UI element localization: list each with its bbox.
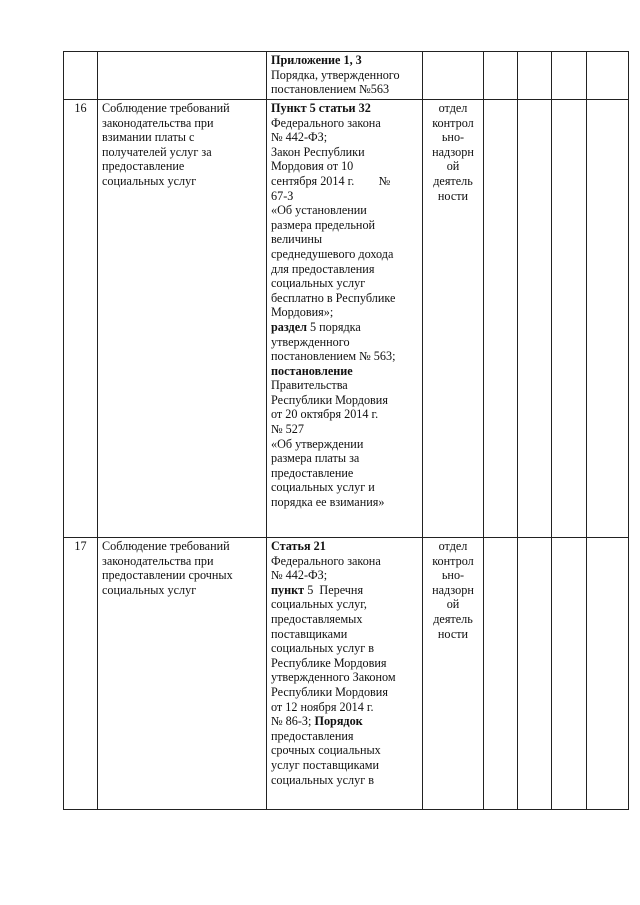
legal-basis-text: социальных услуг, <box>271 597 367 612</box>
legal-basis-line <box>271 758 418 773</box>
responsible-line: надзорн <box>432 144 474 159</box>
requirement-line: взимании платы с <box>102 130 195 145</box>
legal-basis-text: № 86-З; <box>271 714 315 729</box>
requirement-line: Соблюдение требований <box>102 101 230 115</box>
legal-basis-line <box>271 174 418 189</box>
legal-basis-text: Федерального закона <box>271 115 381 130</box>
legal-basis-text: 5 Перечня <box>304 582 364 597</box>
legal-basis-line <box>271 247 418 262</box>
legal-basis-text: от 12 ноября 2014 г. <box>271 699 374 714</box>
legal-basis-line <box>271 364 418 379</box>
legal-basis-cell <box>267 52 423 100</box>
legal-basis-line <box>271 729 418 744</box>
empty-cell <box>518 538 552 810</box>
legal-basis-line <box>271 743 418 758</box>
legal-basis-text: социальных услуг <box>271 276 366 291</box>
row-number-cell <box>64 538 98 810</box>
legal-basis-text: «Об утверждении <box>271 436 364 451</box>
legal-basis-line <box>271 218 418 233</box>
requirement-line: предоставление <box>102 159 185 174</box>
legal-basis-text: поставщиками <box>271 626 348 641</box>
requirement-line: предоставлении срочных <box>102 568 233 583</box>
responsible-cell <box>423 100 484 538</box>
legal-basis-line <box>271 393 418 408</box>
legal-basis-text: «Об установлении <box>271 203 367 218</box>
legal-basis-line <box>271 451 418 466</box>
responsible-line: ьно- <box>441 568 465 583</box>
row-number-cell <box>64 100 98 538</box>
responsible-line: контрол <box>432 115 474 130</box>
legal-basis-text: Республике Мордовия <box>271 655 387 670</box>
legal-basis-line <box>271 189 418 204</box>
legal-basis-line <box>271 597 418 612</box>
legal-basis-bold-text: раздел <box>271 319 307 334</box>
legal-basis-text: постановлением № 563; <box>271 349 396 364</box>
empty-cell <box>587 52 629 100</box>
legal-basis-line <box>271 130 418 145</box>
requirement-line: Соблюдение требований <box>102 539 230 553</box>
legal-basis-line <box>271 68 418 83</box>
legal-basis-text: Закон Республики <box>271 144 365 159</box>
legal-basis-line <box>271 159 418 174</box>
legal-basis-line <box>271 145 418 160</box>
legal-basis-line <box>271 305 418 320</box>
legal-basis-text: от 20 октября 2014 г. <box>271 407 379 422</box>
responsible-line: ности <box>437 626 469 641</box>
responsible-cell <box>423 538 484 810</box>
requirement-line: законодательства при <box>102 553 214 568</box>
row-number: 17 <box>74 539 87 553</box>
legal-basis-text: 67-З <box>271 188 294 203</box>
legal-basis-line <box>271 422 418 437</box>
requirement-line: социальных услуг <box>102 173 197 188</box>
legal-basis-text: среднедушевого дохода <box>271 246 394 261</box>
responsible-line: отдел <box>438 539 468 553</box>
legal-basis-line <box>271 714 418 729</box>
legal-basis-text: № 527 <box>271 422 304 437</box>
legal-basis-text: размера платы за <box>271 451 360 466</box>
requirement-line: законодательства при <box>102 115 214 130</box>
responsible-line: надзорн <box>432 582 474 597</box>
legal-basis-text: срочных социальных <box>271 743 381 758</box>
legal-basis-text: Правительства <box>271 378 348 393</box>
requirement-line: получателей услуг за <box>102 144 212 159</box>
row-number: 16 <box>74 101 87 115</box>
legal-basis-line <box>271 670 418 685</box>
legal-basis-text: 5 порядка <box>306 319 361 334</box>
legal-basis-line <box>271 320 418 335</box>
legal-basis-line <box>271 612 418 627</box>
empty-cell <box>484 538 518 810</box>
responsible-line: деятель <box>433 611 473 626</box>
empty-cell <box>484 100 518 538</box>
legal-basis-line <box>271 641 418 656</box>
empty-cell <box>518 100 552 538</box>
empty-cell <box>552 538 587 810</box>
legal-basis-text: размера предельной <box>271 217 376 232</box>
legal-basis-line <box>271 378 418 393</box>
legal-basis-bold-text: Пункт 5 статьи 32 <box>271 101 371 115</box>
responsible-cell <box>423 52 484 100</box>
legal-basis-line <box>271 116 418 131</box>
legal-basis-line <box>271 627 418 642</box>
legal-basis-text: социальных услуг и <box>271 480 375 495</box>
empty-cell <box>587 538 629 810</box>
empty-cell <box>587 100 629 538</box>
legal-basis-bold-text: Статья 21 <box>271 539 326 553</box>
legal-basis-cell <box>267 538 423 810</box>
table-body <box>64 52 629 810</box>
legal-basis-text: порядка ее взимания» <box>271 495 385 510</box>
responsible-line: ности <box>437 188 469 203</box>
legal-basis-bold-text: пункт <box>271 582 305 597</box>
responsible-line: контрол <box>432 553 474 568</box>
legal-basis-text: Мордовия от 10 <box>271 159 354 174</box>
legal-basis-line <box>271 685 418 700</box>
legal-basis-text: предоставления <box>271 728 354 743</box>
legal-basis-line <box>271 291 418 306</box>
legal-basis-line <box>271 82 418 97</box>
requirement-cell <box>98 100 267 538</box>
legal-basis-text: утвержденного <box>271 334 350 349</box>
legal-basis-line <box>271 53 418 68</box>
requirement-line: социальных услуг <box>102 582 197 597</box>
empty-cell <box>552 52 587 100</box>
requirement-cell <box>98 538 267 810</box>
legal-basis-text: для предоставления <box>271 261 375 276</box>
legal-basis-line <box>271 495 418 510</box>
legal-basis-text: социальных услуг в <box>271 641 375 656</box>
legal-basis-text: Республики Мордовия <box>271 392 388 407</box>
empty-cell <box>518 52 552 100</box>
table-row <box>64 100 629 538</box>
legal-basis-line <box>271 539 418 554</box>
legal-basis-text: величины <box>271 232 323 247</box>
legal-basis-text: № 442-ФЗ; <box>271 130 328 145</box>
responsible-line: деятель <box>433 173 473 188</box>
empty-cell <box>484 52 518 100</box>
legal-basis-line <box>271 203 418 218</box>
empty-cell <box>552 100 587 538</box>
legal-basis-text: предоставляемых <box>271 611 363 626</box>
legal-basis-bold-text: Порядок <box>314 714 363 729</box>
responsible-line: ьно- <box>441 130 465 145</box>
responsible-line: отдел <box>438 101 468 115</box>
legal-basis-text: сентября 2014 г. № <box>271 173 391 188</box>
legal-basis-line <box>271 335 418 350</box>
legal-basis-bold-text: постановление <box>271 363 353 378</box>
legal-basis-line <box>271 554 418 569</box>
legal-basis-line <box>271 349 418 364</box>
legal-basis-text: Мордовия»; <box>271 305 334 320</box>
legal-basis-line <box>271 773 418 788</box>
requirement-cell <box>98 52 267 100</box>
legal-basis-line <box>271 232 418 247</box>
legal-basis-line <box>271 276 418 291</box>
legal-basis-line <box>271 700 418 715</box>
inspection-table <box>63 51 629 810</box>
legal-basis-line <box>271 101 418 116</box>
legal-basis-text: № 442-ФЗ; <box>271 568 328 583</box>
legal-basis-line <box>271 407 418 422</box>
legal-basis-text: услуг поставщиками <box>271 757 379 772</box>
responsible-line: ой <box>446 159 460 174</box>
table-row <box>64 538 629 810</box>
row-number-cell <box>64 52 98 100</box>
legal-basis-cell <box>267 100 423 538</box>
legal-basis-line <box>271 656 418 671</box>
legal-basis-bold-text: Приложение 1, 3 <box>271 53 362 67</box>
legal-basis-text: постановлением №563 <box>271 82 390 97</box>
table-row <box>64 52 629 100</box>
legal-basis-text: утвержденного Законом <box>271 670 396 685</box>
legal-basis-text: Порядка, утвержденного <box>271 67 400 82</box>
legal-basis-text: социальных услуг в <box>271 772 375 787</box>
legal-basis-text: предоставление <box>271 465 354 480</box>
legal-basis-line <box>271 583 418 598</box>
legal-basis-line <box>271 466 418 481</box>
legal-basis-text: Республики Мордовия <box>271 684 388 699</box>
legal-basis-line <box>271 262 418 277</box>
legal-basis-line <box>271 480 418 495</box>
legal-basis-line <box>271 437 418 452</box>
legal-basis-line <box>271 568 418 583</box>
legal-basis-text: Федерального закона <box>271 553 381 568</box>
legal-basis-text: бесплатно в Республике <box>271 290 396 305</box>
responsible-line: ой <box>446 597 460 612</box>
